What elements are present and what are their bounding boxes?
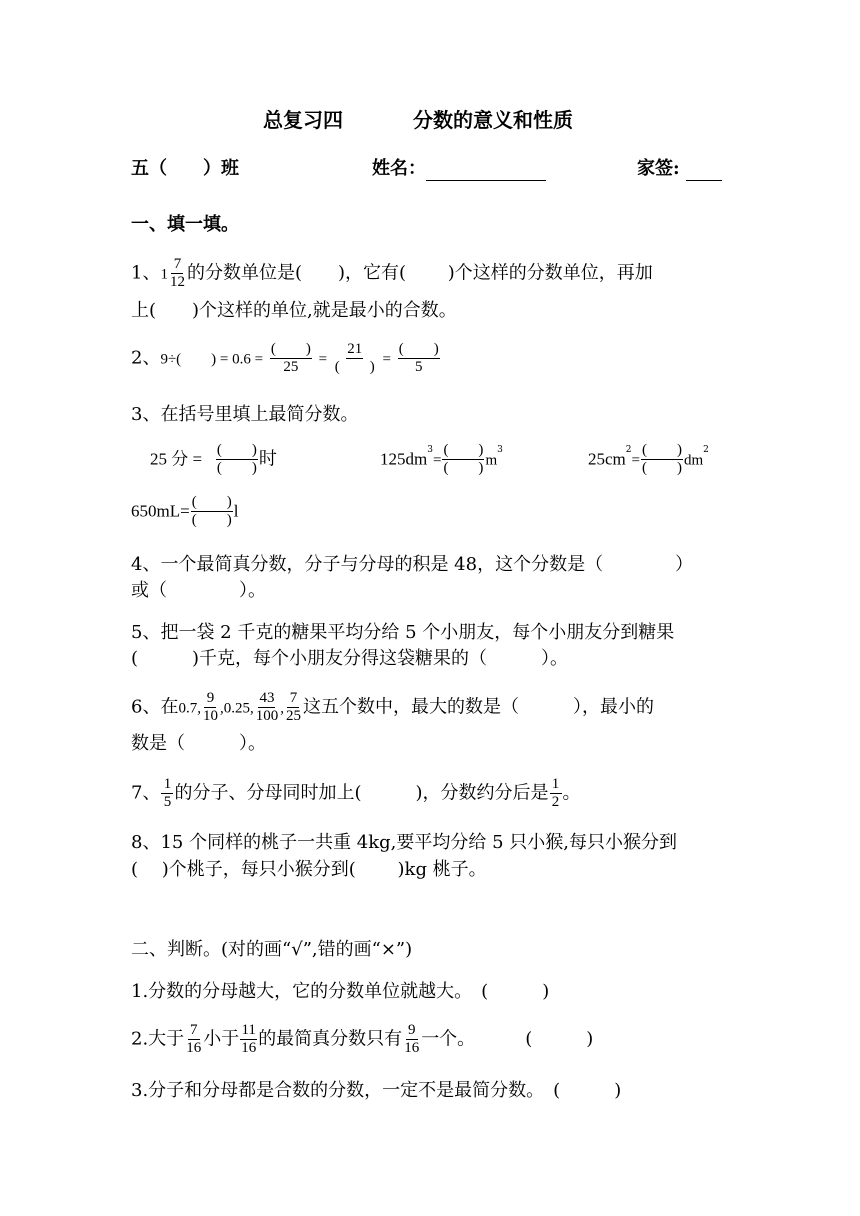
question-1-line-2: 上( )个这样的单位,就是最小的合数。 bbox=[131, 300, 457, 321]
sign-label: 家签: bbox=[637, 157, 722, 181]
section-judge-title: 二、判断。(对的画“√”,错的画“×”) bbox=[131, 939, 413, 960]
question-6-line-2: 数是（ ）。 bbox=[131, 733, 266, 754]
question-7: 7、 $\frac{1}{5}$ 的分子、分母同时加上( )，分数约分后是 $\frac{1}{2}$ 。 bbox=[131, 776, 581, 810]
judge-question-1: 1.分数的分母越大，它的分数单位就越大。 ( ) bbox=[131, 981, 550, 1002]
judge-question-2: 2.大于 $\frac{7}{16}$ 小于 $\frac{11}{16}$ 的最简真分数只有 $\frac{9}{16}$ 一个。 ( ) bbox=[131, 1022, 594, 1056]
judge-question-3: 3.分子和分母都是合数的分数，一定不是最简分数。 ( ) bbox=[131, 1080, 622, 1101]
question-8-line-1: 8、15 个同样的桃子一共重 4kg,要平均分给 5 只小猴,每只小猴分到 bbox=[131, 832, 678, 853]
class-label: 五（ ）班 bbox=[131, 158, 239, 179]
sign-blank[interactable] bbox=[686, 160, 722, 181]
name-label: 姓名： bbox=[372, 157, 546, 181]
answer-paren: ( ) bbox=[525, 1028, 594, 1050]
question-3-item-2: $125dm^3=$ $\frac{( )}{( )}$ $m^3$ bbox=[380, 442, 503, 476]
fraction-mixed: $\frac{7}{12}$ bbox=[169, 256, 185, 290]
question-3-item-3: $25cm^2=$ $\frac{( )}{( )}$ $dm^2$ bbox=[588, 442, 709, 476]
question-5-line-1: 5、把一袋 2 千克的糖果平均分给 5 个小朋友，每个小朋友分到糖果 bbox=[131, 622, 675, 643]
question-5-line-2: ( )千克，每个小朋友分得这袋糖果的（ ）。 bbox=[131, 648, 569, 669]
question-1-line-1: 1、1 $\frac{7}{12}$ 的分数单位是( )，它有( )个这样的分数单位，再加 bbox=[131, 256, 653, 290]
question-3-item-1: 25 分 = $\frac{( )}{( )}$ 时 bbox=[150, 442, 277, 476]
question-6-line-1: 6、在0.7, $\frac{9}{10}$ ,0.25, $\frac{43}{100}$ , $\frac{7}{25}$ 这五个数中，最大的数是（ ），最小的 bbox=[131, 690, 654, 724]
question-4-line-2: 或（ ）。 bbox=[131, 580, 266, 601]
page-title-right: 分数的意义和性质 bbox=[413, 108, 573, 132]
question-2: 2、9÷( ) = 0.6 = $\frac{( )}{25}$ = $\frac{21}{( )}$ = $\frac{( )}{5}$ bbox=[131, 341, 439, 375]
question-3-item-4: 650mL= $\frac{( )}{( )}$ l bbox=[131, 494, 239, 528]
section-fill-title: 一、填一填。 bbox=[131, 214, 239, 235]
name-blank[interactable] bbox=[426, 160, 546, 181]
question-4-line-1: 4、一个最简真分数，分子与分母的积是 48，这个分数是（ ） bbox=[131, 554, 694, 575]
question-8-line-2: ( )个桃子，每只小猴分到( )kg 桃子。 bbox=[131, 859, 487, 880]
page-title-left: 总复习四 bbox=[263, 108, 343, 132]
question-3: 3、在括号里填上最简分数。 bbox=[131, 404, 359, 425]
